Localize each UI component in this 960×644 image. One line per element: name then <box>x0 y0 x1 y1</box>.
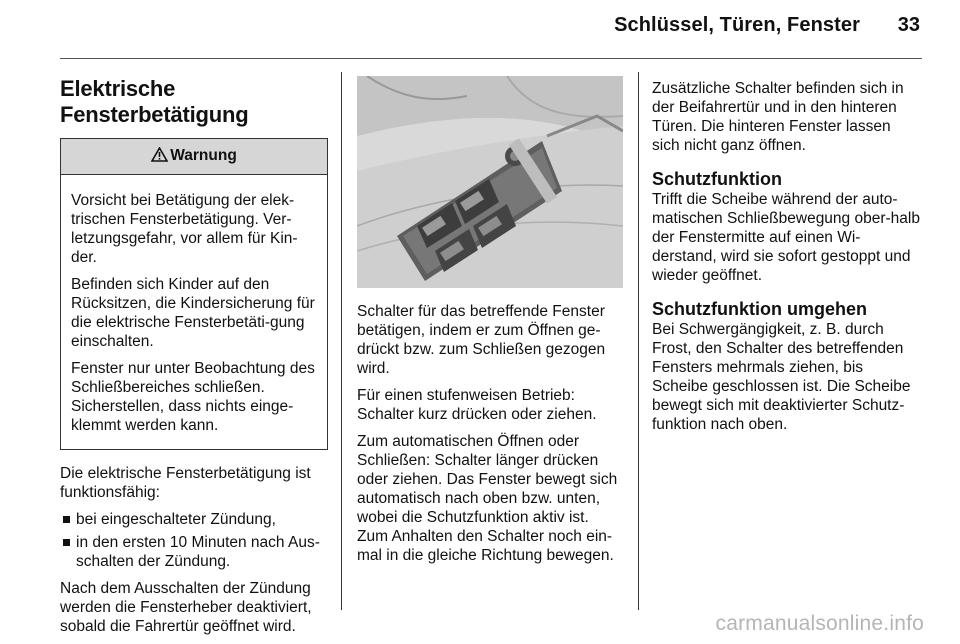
bypass-text: Bei Schwergängigkeit, z. B. durch Frost, den Schalter des betreffenden Fensters mehrmals ziehen, bis Scheibe geschlossen ist. Die Scheibe bewegt sich mit deaktivierter Schutz-funktion nach oben. <box>652 321 911 433</box>
protection-text: Trifft die Scheibe während der auto-matischen Schließbewegung ober-halb der Fenstermitte auf einen Wi-derstand, wird sie sofort gestoppt und wieder geöffnet. <box>652 191 920 284</box>
section-title-line1: Elektrische <box>60 76 176 101</box>
list-item-text: in den ersten 10 Minuten nach Aus-schalten der Zündung. <box>76 534 320 570</box>
warning-paragraph-2: Befinden sich Kinder auf den Rücksitzen, die Kindersicherung für die elektrische Fensterbetäti-gung einschalten. <box>71 276 315 350</box>
header-rule <box>60 58 922 59</box>
list-item <box>60 533 328 571</box>
col3-paragraph-1: Zusätzliche Schalter befinden sich in der Beifahrertür und in den hinteren Türen. Die hinteren Fenster lassen sich nicht ganz öffnen. <box>652 80 904 154</box>
page-number: 33 <box>897 14 920 36</box>
section-title-line2: Fensterbetätigung <box>60 102 249 127</box>
column-divider-left <box>341 72 342 610</box>
intro-paragraph: Die elektrische Fensterbetätigung ist funktionsfähig: <box>60 465 311 501</box>
section-title <box>60 76 328 128</box>
after-paragraph: Nach dem Ausschalten der Zündung werden die Fensterheber deaktiviert, sobald die Fahrertür geöffnet wird. <box>60 580 312 635</box>
condition-list <box>60 510 328 571</box>
warning-triangle-icon <box>151 147 168 162</box>
warning-box <box>60 138 328 450</box>
col2-paragraph-3: Zum automatischen Öffnen oder Schließen: Schalter länger drücken oder ziehen. Das Fenster bewegt sich automatisch nach oben bzw. unten, wobei die Schutzfunktion aktiv ist. Zum Anhalten den Schalter noch ein-mal in die gleiche Richtung bewegen. <box>357 433 618 564</box>
list-item-text: bei eingeschalteter Zündung, <box>76 511 276 528</box>
warning-heading: Warnung <box>170 147 237 164</box>
warning-header <box>61 139 327 175</box>
bullet-square-icon <box>63 539 70 546</box>
window-switch-illustration <box>357 76 623 288</box>
column-2 <box>357 76 623 573</box>
bullet-square-icon <box>63 516 70 523</box>
watermark: carmanualsonline.info <box>715 612 924 635</box>
protection-title: Schutzfunktion <box>652 169 782 189</box>
col2-paragraph-1: Schalter für das betreffende Fenster betätigen, indem er zum Öffnen ge-drückt bzw. zum Schließen gezogen wird. <box>357 303 606 377</box>
warning-paragraph-3: Fenster nur unter Beobachtung des Schließbereiches schließen. Sicherstellen, dass nichts einge-klemmt werden kann. <box>71 360 315 434</box>
bypass-title: Schutzfunktion umgehen <box>652 299 867 319</box>
warning-paragraph-1: Vorsicht bei Betätigung der elek-trischen Fensterbetätigung. Ver-letzungsgefahr, vor allem für Kin-der. <box>71 192 298 266</box>
running-header-title: Schlüssel, Türen, Fenster <box>614 14 860 36</box>
col2-paragraph-2: Für einen stufenweisen Betrieb: Schalter kurz drücken oder ziehen. <box>357 387 597 423</box>
column-divider-right <box>638 72 639 610</box>
list-item <box>60 510 328 529</box>
column-1 <box>60 76 328 644</box>
warning-body <box>61 175 327 449</box>
column-3 <box>652 79 922 448</box>
